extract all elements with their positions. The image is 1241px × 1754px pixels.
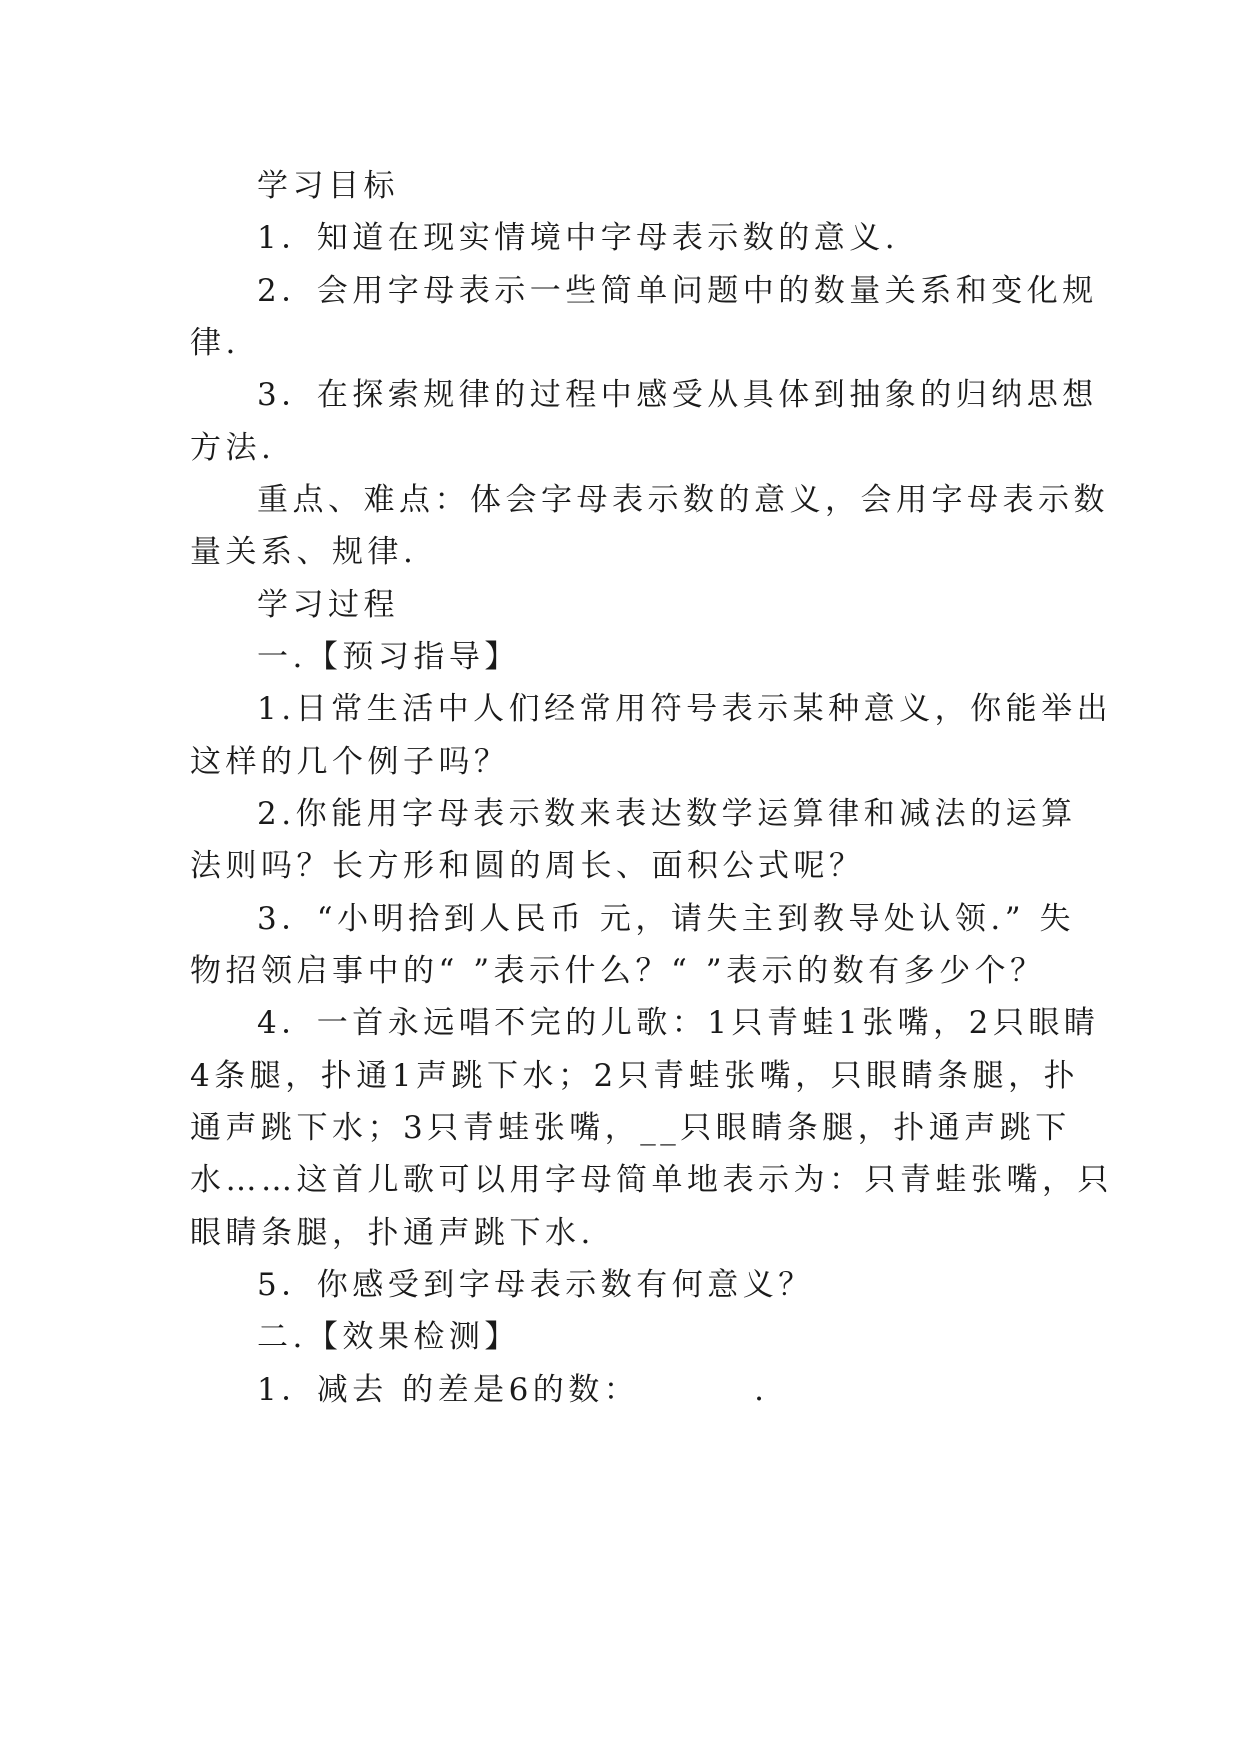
preview-q4-line-5: 眼睛条腿，扑通声跳下水. (190, 1215, 595, 1251)
objective-3-line-1: 3．在探索规律的过程中感受从具体到抽象的归纳思想 (257, 377, 1098, 413)
preview-q3-line-2: 物招领启事中的“ ”表示什么？“ ”表示的数有多少个？ (190, 953, 1046, 989)
preview-q4-line-1: 4．一首永远唱不完的儿歌：1只青蛙1张嘴，2只眼睛 (257, 1005, 1100, 1041)
preview-q4-line-3: 通声跳下水；3只青蛙张嘴，__只眼睛条腿，扑通声跳下 (190, 1110, 1071, 1146)
test-q1: 1．减去 的差是6的数： . (257, 1372, 769, 1408)
preview-q3-line-1: 3．“小明拾到人民币 元，请失主到教导处认领.” 失 (257, 901, 1075, 937)
section-effect-test: 二.【效果检测】 (257, 1319, 520, 1355)
heading-learning-objectives: 学习目标 (257, 168, 399, 204)
preview-q4-line-4: 水……这首儿歌可以用字母简单地表示为：只青蛙张嘴，只 (190, 1162, 1113, 1198)
preview-q4-line-2: 4条腿，扑通1声跳下水；2只青蛙张嘴，只眼睛条腿，扑 (190, 1058, 1080, 1094)
objective-2-line-2: 律. (190, 325, 240, 361)
section-preview-guide: 一.【预习指导】 (257, 639, 520, 675)
preview-q1-line-1: 1.日常生活中人们经常用符号表示某种意义，你能举出 (257, 691, 1113, 727)
objective-2-line-1: 2．会用字母表示一些简单问题中的数量关系和变化规 (257, 273, 1098, 309)
objective-3-line-2: 方法. (190, 430, 276, 466)
key-points-line-1: 重点、难点：体会字母表示数的意义，会用字母表示数 (257, 482, 1109, 518)
objective-1: 1．知道在现实情境中字母表示数的意义. (257, 220, 900, 256)
preview-q5: 5．你感受到字母表示数有何意义？ (257, 1267, 814, 1303)
heading-learning-process: 学习过程 (257, 587, 399, 623)
preview-q1-line-2: 这样的几个例子吗？ (190, 744, 510, 780)
preview-q2-line-1: 2.你能用字母表示数来表达数学运算律和减法的运算 (257, 796, 1077, 832)
preview-q2-line-2: 法则吗？长方形和圆的周长、面积公式呢？ (190, 848, 865, 884)
key-points-line-2: 量关系、规律. (190, 534, 418, 570)
